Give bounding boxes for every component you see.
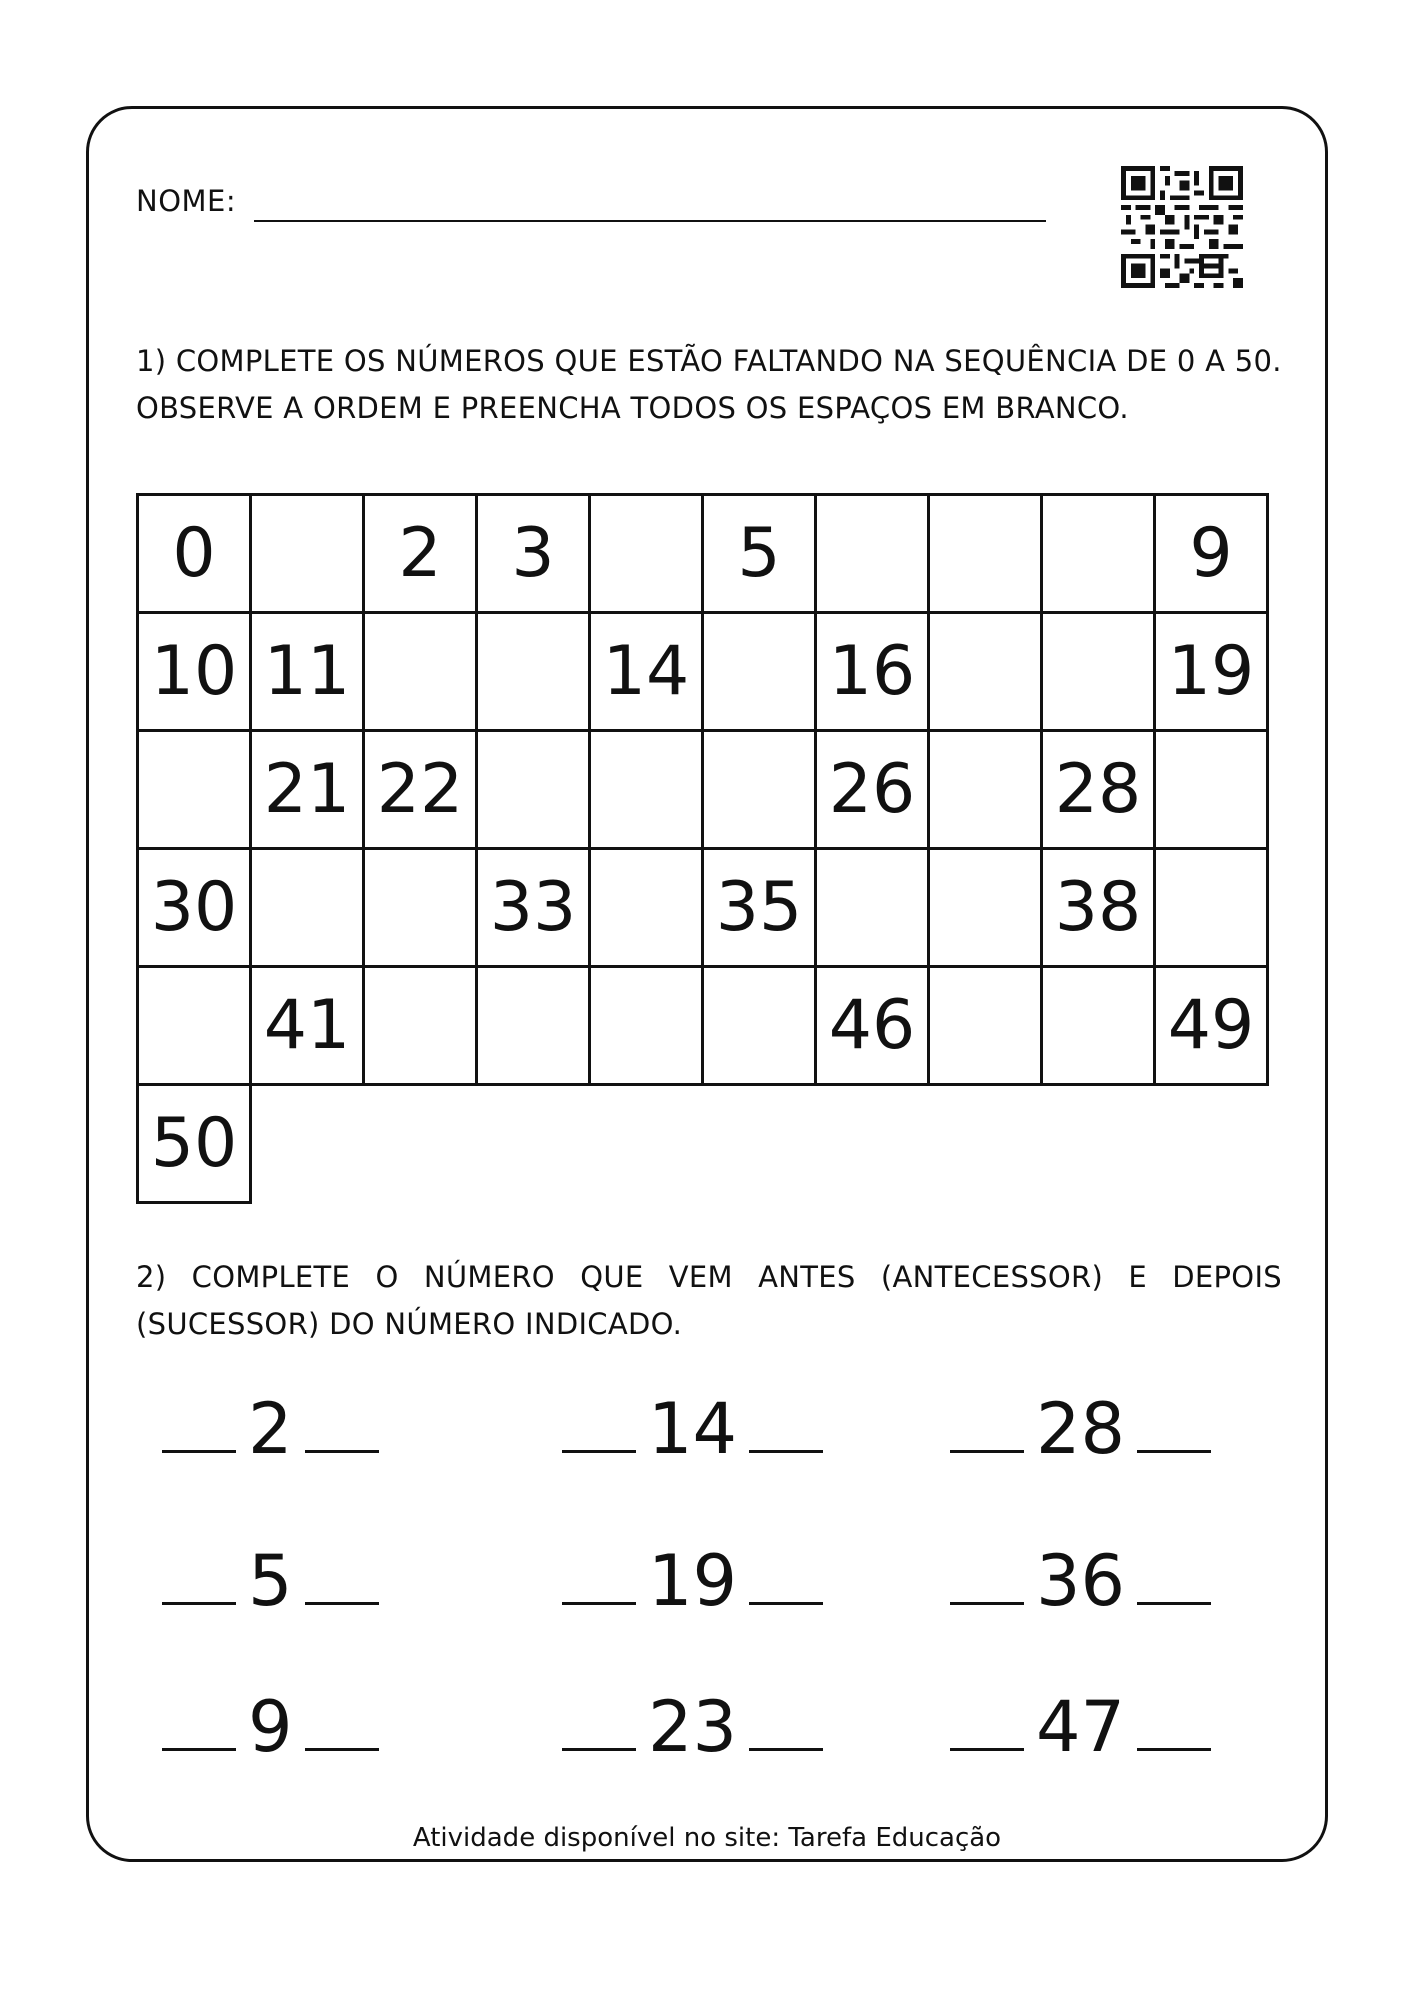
predecessor-successor-item <box>938 1686 1223 1768</box>
grid-cell-blank[interactable] <box>929 613 1042 731</box>
grid-row <box>138 613 1268 731</box>
predecessor-blank[interactable] <box>162 1601 236 1605</box>
grid-empty-space <box>816 1085 929 1203</box>
given-number: 2 <box>248 1388 293 1470</box>
grid-cell: 46 <box>816 967 929 1085</box>
grid-row <box>138 967 1268 1085</box>
predecessor-successor-item <box>150 1686 391 1768</box>
grid-cell: 49 <box>1155 967 1268 1085</box>
grid-cell-blank[interactable] <box>138 731 251 849</box>
grid-cell-blank[interactable] <box>816 849 929 967</box>
grid-cell: 0 <box>138 495 251 613</box>
name-field[interactable] <box>254 220 1046 222</box>
given-number: 36 <box>1036 1540 1126 1622</box>
given-number: 14 <box>648 1388 738 1470</box>
successor-blank[interactable] <box>305 1601 379 1605</box>
grid-empty-space <box>1155 1085 1268 1203</box>
grid-cell-blank[interactable] <box>929 731 1042 849</box>
grid-cell-blank[interactable] <box>816 495 929 613</box>
given-number: 5 <box>248 1540 293 1622</box>
successor-blank[interactable] <box>749 1449 823 1453</box>
grid-empty-space <box>364 1085 477 1203</box>
grid-cell-blank[interactable] <box>929 495 1042 613</box>
predecessor-successor-item <box>938 1540 1223 1622</box>
grid-row <box>138 1085 1268 1203</box>
predecessor-successor-item <box>150 1388 391 1470</box>
grid-cell-blank[interactable] <box>929 849 1042 967</box>
grid-cell-blank[interactable] <box>1042 613 1155 731</box>
grid-cell: 14 <box>590 613 703 731</box>
given-number: 23 <box>648 1686 738 1768</box>
grid-cell-blank[interactable] <box>703 967 816 1085</box>
exercise1-instruction: 1) COMPLETE OS NÚMEROS QUE ESTÃO FALTANDO NA SEQUÊNCIA DE 0 A 50. OBSERVE A ORDEM E PREENCHA TODOS OS ESPAÇOS EM BRANCO. <box>136 344 1282 425</box>
grid-cell: 5 <box>703 495 816 613</box>
successor-blank[interactable] <box>305 1747 379 1751</box>
grid-cell-blank[interactable] <box>477 967 590 1085</box>
grid-cell-blank[interactable] <box>590 967 703 1085</box>
grid-cell-blank[interactable] <box>1042 495 1155 613</box>
grid-cell: 9 <box>1155 495 1268 613</box>
grid-cell: 3 <box>477 495 590 613</box>
grid-cell-blank[interactable] <box>590 849 703 967</box>
given-number: 28 <box>1036 1388 1126 1470</box>
grid-cell: 30 <box>138 849 251 967</box>
grid-row <box>138 495 1268 613</box>
grid-cell-blank[interactable] <box>590 731 703 849</box>
grid-empty-space <box>1042 1085 1155 1203</box>
grid-cell: 19 <box>1155 613 1268 731</box>
grid-cell-blank[interactable] <box>364 967 477 1085</box>
predecessor-blank[interactable] <box>562 1601 636 1605</box>
grid-cell-blank[interactable] <box>364 613 477 731</box>
grid-cell-blank[interactable] <box>477 731 590 849</box>
grid-cell: 26 <box>816 731 929 849</box>
grid-cell: 11 <box>251 613 364 731</box>
grid-cell-blank[interactable] <box>703 731 816 849</box>
grid-cell: 22 <box>364 731 477 849</box>
grid-row <box>138 731 1268 849</box>
successor-blank[interactable] <box>749 1601 823 1605</box>
successor-blank[interactable] <box>1137 1449 1211 1453</box>
grid-cell: 38 <box>1042 849 1155 967</box>
grid-cell: 33 <box>477 849 590 967</box>
grid-cell: 35 <box>703 849 816 967</box>
qr-code <box>1121 166 1243 288</box>
exercise2-instruction: 2) COMPLETE O NÚMERO QUE VEM ANTES (ANTECESSOR) E DEPOIS (SUCESSOR) DO NÚMERO INDICADO. <box>136 1260 1282 1341</box>
given-number: 9 <box>248 1686 293 1768</box>
grid-cell-blank[interactable] <box>364 849 477 967</box>
grid-empty-space <box>590 1085 703 1203</box>
predecessor-successor-item <box>550 1388 835 1470</box>
grid-cell-blank[interactable] <box>138 967 251 1085</box>
predecessor-blank[interactable] <box>950 1601 1024 1605</box>
grid-cell-blank[interactable] <box>1155 731 1268 849</box>
footer-credit: Atividade disponível no site: Tarefa Educação <box>412 1823 1002 1853</box>
grid-cell: 50 <box>138 1085 251 1203</box>
grid-cell-blank[interactable] <box>1155 849 1268 967</box>
grid-cell: 16 <box>816 613 929 731</box>
grid-cell-blank[interactable] <box>1042 967 1155 1085</box>
grid-row <box>138 849 1268 967</box>
successor-blank[interactable] <box>749 1747 823 1751</box>
grid-cell: 21 <box>251 731 364 849</box>
grid-cell-blank[interactable] <box>251 495 364 613</box>
grid-cell: 10 <box>138 613 251 731</box>
successor-blank[interactable] <box>1137 1601 1211 1605</box>
number-grid <box>136 493 1269 1204</box>
predecessor-blank[interactable] <box>562 1747 636 1751</box>
grid-cell-blank[interactable] <box>590 495 703 613</box>
successor-blank[interactable] <box>305 1449 379 1453</box>
grid-cell: 28 <box>1042 731 1155 849</box>
grid-empty-space <box>251 1085 364 1203</box>
predecessor-blank[interactable] <box>950 1449 1024 1453</box>
successor-blank[interactable] <box>1137 1747 1211 1751</box>
grid-empty-space <box>477 1085 590 1203</box>
predecessor-successor-item <box>938 1388 1223 1470</box>
predecessor-blank[interactable] <box>950 1747 1024 1751</box>
given-number: 19 <box>648 1540 738 1622</box>
grid-cell: 2 <box>364 495 477 613</box>
predecessor-successor-item <box>150 1540 391 1622</box>
grid-cell-blank[interactable] <box>251 849 364 967</box>
grid-empty-space <box>703 1085 816 1203</box>
grid-cell-blank[interactable] <box>703 613 816 731</box>
grid-cell-blank[interactable] <box>477 613 590 731</box>
predecessor-blank[interactable] <box>162 1747 236 1751</box>
predecessor-successor-item <box>550 1540 835 1622</box>
predecessor-blank[interactable] <box>162 1449 236 1453</box>
predecessor-successor-item <box>550 1686 835 1768</box>
grid-cell-blank[interactable] <box>929 967 1042 1085</box>
grid-empty-space <box>929 1085 1042 1203</box>
grid-cell: 41 <box>251 967 364 1085</box>
predecessor-blank[interactable] <box>562 1449 636 1453</box>
name-label: NOME: <box>136 184 237 218</box>
given-number: 47 <box>1036 1686 1126 1768</box>
